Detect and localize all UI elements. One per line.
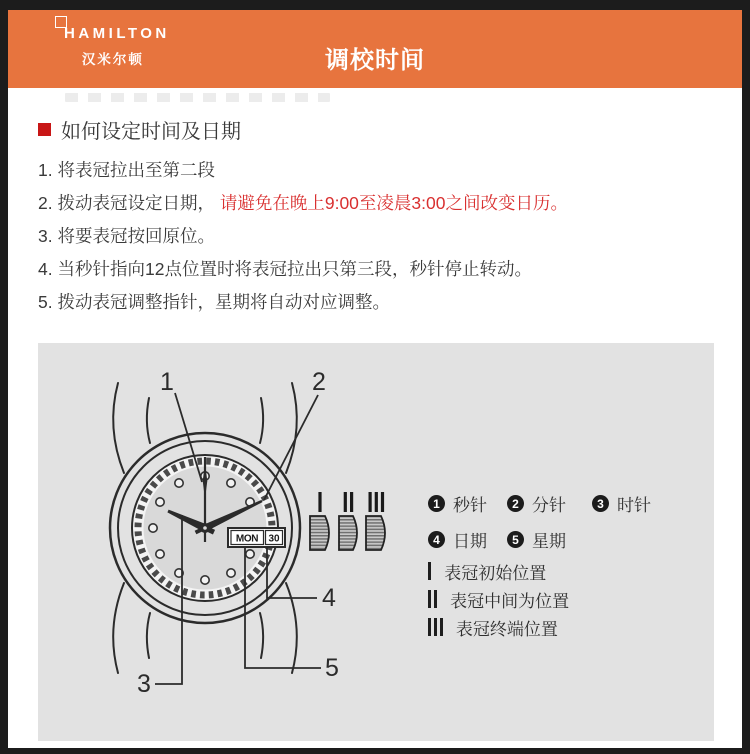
section-heading (38, 115, 742, 144)
legend-badge: 4 (428, 531, 445, 548)
legend-crown-positions (428, 562, 570, 639)
step-number: 2. (38, 193, 53, 213)
crown-position-label: 表冠中间为位置 (450, 591, 570, 611)
brand-wordmark-text: HAMILTON (64, 25, 170, 42)
legend-item-date (428, 527, 507, 552)
step-text: 当秒针指向12点位置时将表冠拉出只第三段，秒针停止转动。 (57, 259, 532, 279)
ghost-text-artifact (65, 93, 330, 102)
diagram-panel (38, 343, 714, 741)
crown-bar-II-icon (428, 590, 437, 608)
page-title: 调校时间 (325, 47, 425, 74)
crown-position-II-icon (339, 492, 357, 550)
callout-label-minute-hand: 2 (312, 368, 326, 396)
legend-item-hour-hand (592, 491, 651, 516)
step-number: 1. (38, 160, 53, 180)
step-number: 3. (38, 226, 53, 246)
legend-label: 分针 (532, 496, 566, 515)
step-number: 4. (38, 259, 53, 279)
legend-item-minute-hand (507, 491, 592, 516)
crown-position-label: 表冠初始位置 (444, 563, 547, 583)
brand-chinese-name: 汉米尔顿 (81, 52, 144, 67)
step-text: 拨动表冠调整指针，星期将自动对应调整。 (57, 292, 390, 312)
step-item-4 (38, 253, 742, 286)
crown-bar-III-icon (428, 618, 443, 636)
day-date-window (228, 528, 285, 547)
step-item-2 (38, 187, 742, 220)
crown-position-row-end (428, 618, 569, 639)
step-warning-text: 请避免在晚上9:00至凌晨3:00之间改变日历。 (219, 193, 568, 213)
crown-position-label: 表冠终端位置 (455, 619, 558, 639)
legend-hands (428, 491, 651, 552)
day-display: MON (235, 533, 259, 545)
step-number: 5. (38, 292, 53, 312)
legend-badge: 5 (507, 531, 524, 548)
step-text: 将要表冠按回原位。 (57, 226, 215, 246)
content-sheet (8, 10, 742, 748)
crown-position-I-icon (310, 492, 329, 550)
step-item-1 (38, 154, 742, 187)
step-item-5 (38, 286, 742, 319)
step-text: 拨动表冠设定日期， (57, 193, 215, 213)
callout-label-day: 5 (325, 654, 339, 682)
hands-center-pin (200, 523, 210, 533)
step-item-3 (38, 220, 742, 253)
section-heading-text: 如何设定时间及日期 (61, 121, 241, 143)
crown-position-III-icon (366, 492, 385, 550)
page-header (8, 10, 742, 88)
brand-square-icon (55, 16, 67, 28)
crown-position-row-initial (428, 562, 569, 583)
legend-badge: 1 (428, 495, 445, 512)
legend-badge: 3 (592, 495, 609, 512)
legend-item-second-hand (428, 491, 507, 516)
legend-label: 时针 (617, 496, 651, 515)
date-display: 30 (268, 533, 280, 545)
steps-list (38, 154, 742, 319)
step-text: 将表冠拉出至第二段 (57, 160, 215, 180)
crown-bar-I-icon (428, 562, 431, 580)
legend-item-day (507, 527, 592, 552)
callout-label-date: 4 (322, 584, 336, 612)
legend-label: 星期 (532, 532, 566, 551)
watch-diagram-svg (38, 343, 418, 741)
legend-label: 日期 (453, 532, 487, 551)
bullet-square-icon (38, 123, 51, 136)
callout-label-second-hand: 1 (160, 368, 174, 396)
callout-label-hour-hand: 3 (137, 670, 151, 698)
legend-label: 秒针 (453, 496, 487, 515)
legend-badge: 2 (507, 495, 524, 512)
crown-position-row-middle (428, 590, 570, 611)
